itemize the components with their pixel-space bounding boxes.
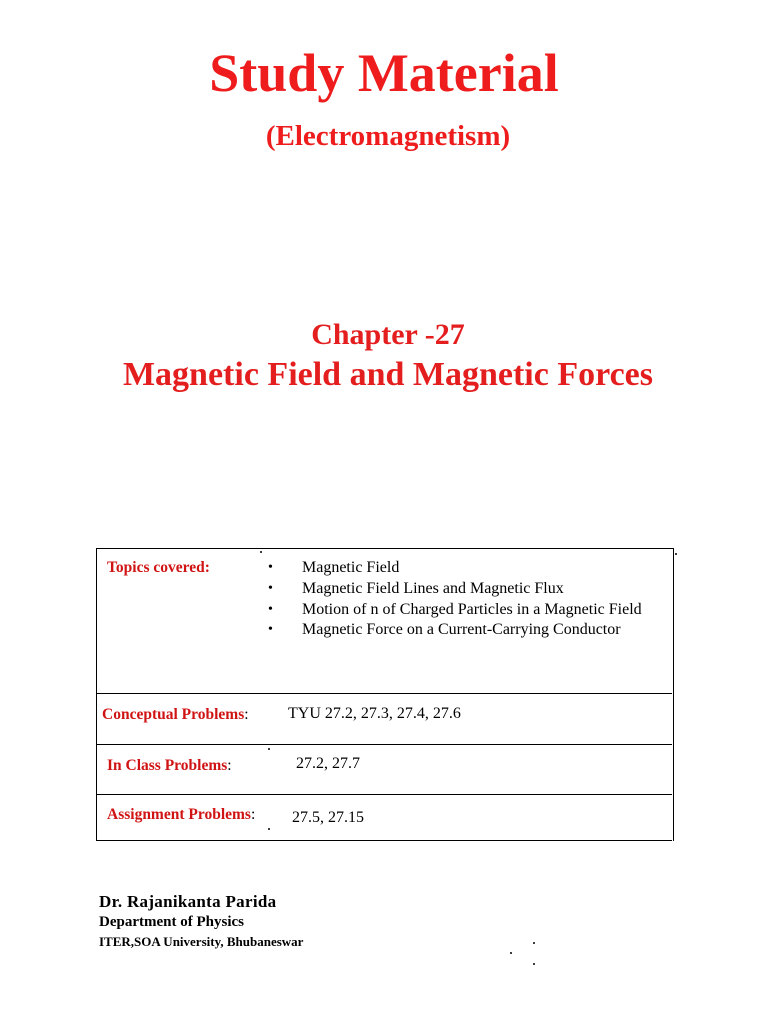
chapter-number: Chapter -27	[311, 318, 465, 351]
table-divider	[96, 744, 672, 745]
in-class-problems-label-text: In Class Problems	[107, 757, 228, 774]
topic-text: Motion of n of Charged Particles in a Magnetic Field	[302, 600, 642, 618]
bullet-icon: •	[268, 560, 273, 575]
author-department: Department of Physics	[99, 914, 244, 930]
topics-covered-label: Topics covered:	[107, 559, 210, 576]
chapter-title: Magnetic Field and Magnetic Forces	[122, 356, 654, 393]
topics-list	[266, 558, 656, 641]
label-colon: :	[244, 706, 249, 723]
assignment-problems-value: 27.5, 27.15	[292, 809, 364, 826]
scan-dot	[260, 551, 262, 553]
conceptual-problems-label	[102, 706, 249, 724]
topic-text: Magnetic Field	[302, 559, 400, 576]
table-divider	[96, 794, 672, 795]
list-item	[266, 558, 656, 579]
topic-text: Magnetic Field Lines and Magnetic Flux	[302, 579, 564, 597]
scan-dot	[533, 942, 535, 944]
bullet-icon: •	[268, 601, 273, 617]
author-institution: ITER,SOA University, Bhubaneswar	[99, 934, 304, 949]
list-item	[266, 579, 656, 600]
table-divider	[96, 840, 672, 841]
bullet-icon: •	[268, 622, 273, 638]
scan-dot	[510, 952, 512, 954]
scan-dot	[675, 553, 677, 555]
table-divider	[96, 693, 672, 694]
list-item	[266, 620, 656, 641]
in-class-problems-value: 27.2, 27.7	[296, 755, 360, 772]
scan-dot	[268, 748, 270, 750]
conceptual-problems-label-text: Conceptual Problems	[102, 706, 245, 723]
topic-text: Magnetic Force on a Current-Carrying Conductor	[302, 621, 621, 639]
conceptual-problems-value: TYU 27.2, 27.3, 27.4, 27.6	[288, 705, 461, 722]
scan-dot	[533, 963, 535, 965]
assignment-problems-label	[107, 806, 255, 824]
in-class-problems-label	[107, 757, 232, 775]
author-name: Dr. Rajanikanta Parida	[99, 892, 277, 911]
label-colon: :	[250, 806, 256, 823]
label-colon: :	[227, 757, 232, 774]
page-subtitle: (Electromagnetism)	[265, 120, 511, 152]
bullet-icon: •	[268, 580, 273, 596]
scan-dot	[268, 828, 270, 830]
assignment-problems-label-text: Assignment Problems	[107, 806, 251, 823]
page-title: Study Material	[209, 43, 559, 103]
list-item	[266, 600, 656, 621]
